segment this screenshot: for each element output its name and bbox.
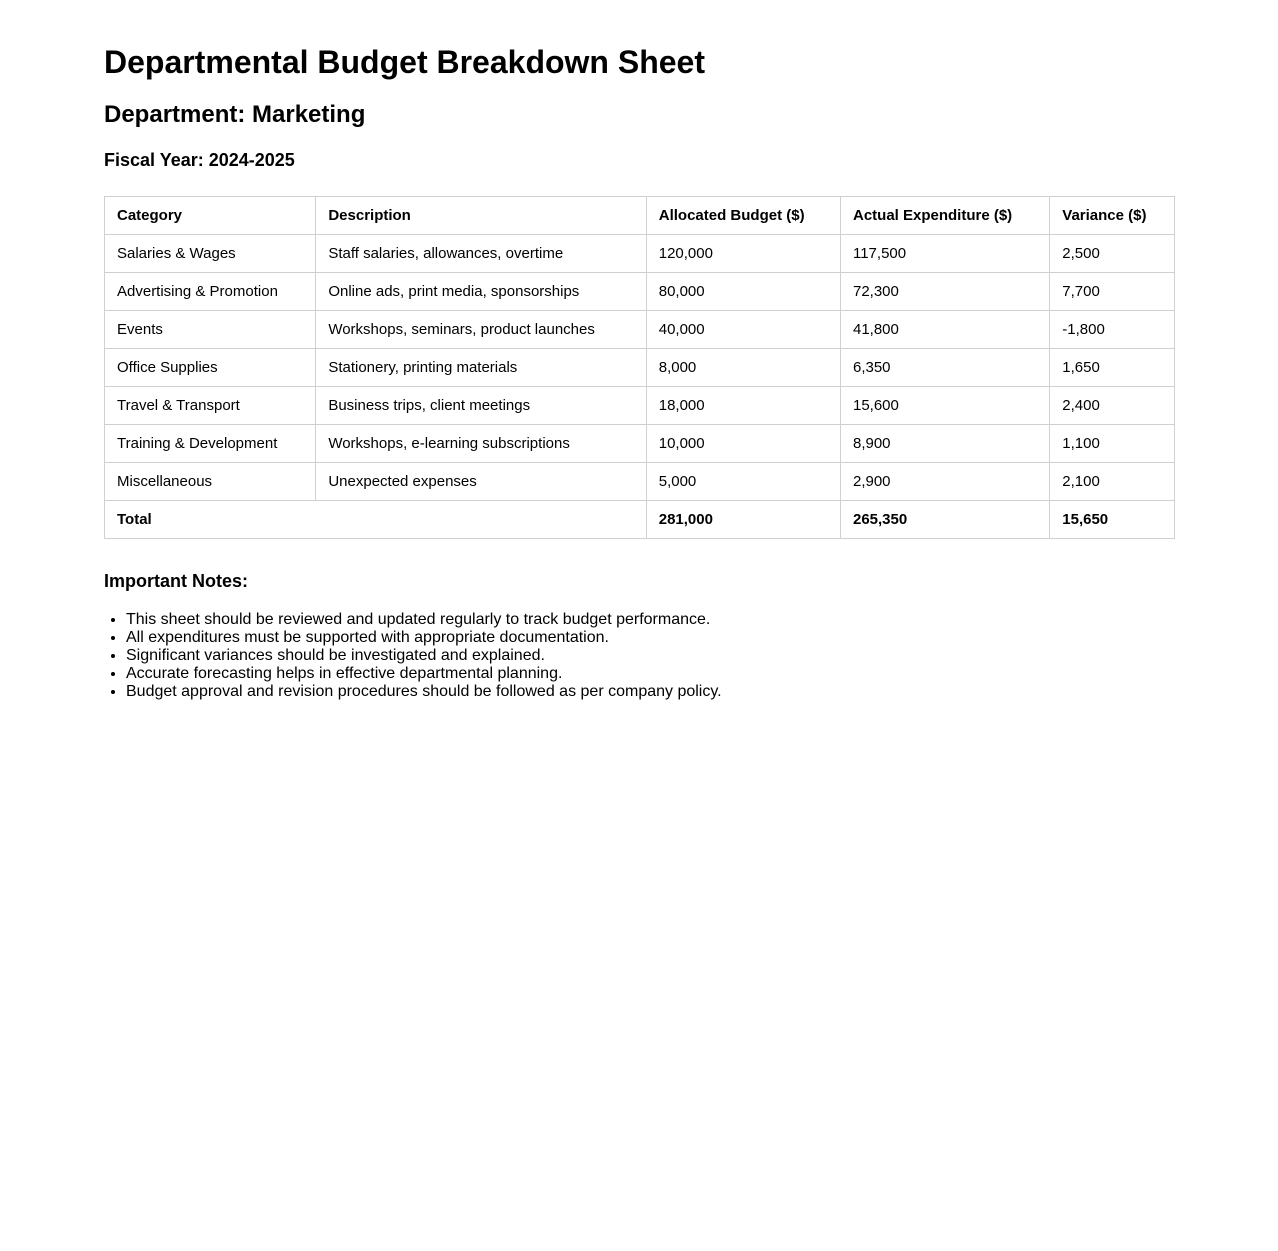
cell-allocated: 80,000 [646, 273, 840, 311]
fiscal-year-heading: Fiscal Year: 2024-2025 [104, 150, 295, 170]
cell-variance: 2,400 [1050, 387, 1175, 425]
cell-variance: 7,700 [1050, 273, 1175, 311]
list-item: • Accurate forecasting helps in effective departmental planning. [126, 665, 722, 683]
table-header-row [105, 197, 1175, 235]
cell-category: Training & Development [105, 425, 316, 463]
cell-category: Miscellaneous [105, 463, 316, 501]
cell-allocated: 10,000 [646, 425, 840, 463]
cell-actual: 72,300 [840, 273, 1049, 311]
cell-description: Online ads, print media, sponsorships [316, 273, 646, 311]
cell-description: Unexpected expenses [316, 463, 646, 501]
cell-category: Office Supplies [105, 349, 316, 387]
cell-description: Business trips, client meetings [316, 387, 646, 425]
total-label: Total [105, 501, 647, 539]
table-row [105, 273, 1175, 311]
cell-description: Workshops, seminars, product launches [316, 311, 646, 349]
cell-variance: 1,100 [1050, 425, 1175, 463]
list-item: • Budget approval and revision procedures should be followed as per company policy. [126, 683, 722, 701]
cell-variance: 2,100 [1050, 463, 1175, 501]
list-item: • This sheet should be reviewed and updated regularly to track budget performance. [126, 611, 722, 629]
table-row [105, 311, 1175, 349]
cell-description: Staff salaries, allowances, overtime [316, 235, 646, 273]
budget-table [104, 196, 1175, 539]
cell-description: Workshops, e-learning subscriptions [316, 425, 646, 463]
header-allocated-budget: Allocated Budget ($) [646, 197, 840, 235]
notes-list [104, 611, 722, 701]
header-description: Description [316, 197, 646, 235]
cell-actual: 8,900 [840, 425, 1049, 463]
table-row [105, 387, 1175, 425]
cell-variance: 2,500 [1050, 235, 1175, 273]
cell-category: Events [105, 311, 316, 349]
list-item: • All expenditures must be supported with appropriate documentation. [126, 629, 722, 647]
cell-allocated: 8,000 [646, 349, 840, 387]
cell-category: Salaries & Wages [105, 235, 316, 273]
cell-allocated: 40,000 [646, 311, 840, 349]
cell-actual: 15,600 [840, 387, 1049, 425]
department-heading: Department: Marketing [104, 101, 366, 128]
cell-variance: 1,650 [1050, 349, 1175, 387]
table-row [105, 349, 1175, 387]
cell-actual: 41,800 [840, 311, 1049, 349]
cell-category: Advertising & Promotion [105, 273, 316, 311]
table-row [105, 463, 1175, 501]
total-actual: 265,350 [840, 501, 1049, 539]
total-row [105, 501, 1175, 539]
cell-actual: 117,500 [840, 235, 1049, 273]
cell-variance: -1,800 [1050, 311, 1175, 349]
total-variance: 15,650 [1050, 501, 1175, 539]
cell-allocated: 18,000 [646, 387, 840, 425]
header-variance: Variance ($) [1050, 197, 1175, 235]
header-actual-expenditure: Actual Expenditure ($) [840, 197, 1049, 235]
table-row [105, 425, 1175, 463]
table-row [105, 235, 1175, 273]
cell-allocated: 5,000 [646, 463, 840, 501]
notes-heading: Important Notes: [104, 571, 248, 591]
cell-actual: 2,900 [840, 463, 1049, 501]
list-item: • Significant variances should be investigated and explained. [126, 647, 722, 665]
cell-description: Stationery, printing materials [316, 349, 646, 387]
page-title: Departmental Budget Breakdown Sheet [104, 44, 705, 80]
cell-category: Travel & Transport [105, 387, 316, 425]
header-category: Category [105, 197, 316, 235]
cell-allocated: 120,000 [646, 235, 840, 273]
total-allocated: 281,000 [646, 501, 840, 539]
cell-actual: 6,350 [840, 349, 1049, 387]
